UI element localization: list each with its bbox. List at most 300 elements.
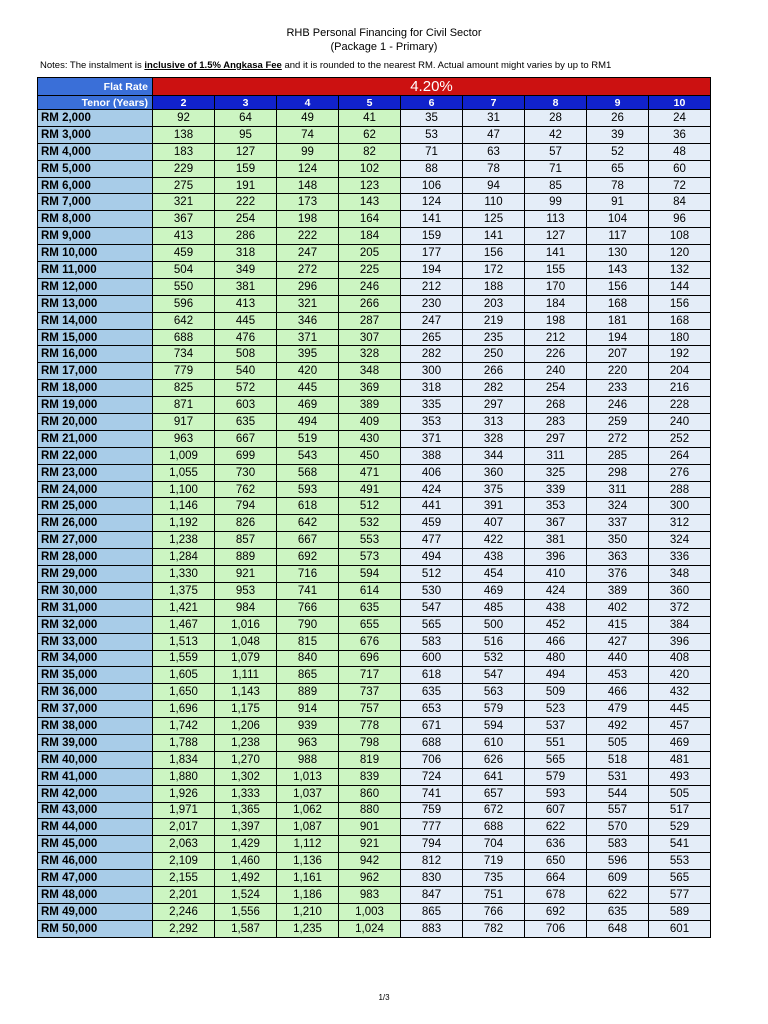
instalment-cell: 156 bbox=[463, 245, 525, 262]
instalment-cell: 984 bbox=[215, 599, 277, 616]
instalment-cell: 512 bbox=[339, 498, 401, 515]
instalment-cell: 469 bbox=[463, 582, 525, 599]
instalment-cell: 491 bbox=[339, 481, 401, 498]
instalment-cell: 113 bbox=[525, 211, 587, 228]
loan-amount-cell: RM 41,000 bbox=[38, 768, 153, 785]
instalment-cell: 512 bbox=[401, 566, 463, 583]
instalment-cell: 106 bbox=[401, 177, 463, 194]
instalment-cell: 917 bbox=[153, 414, 215, 431]
instalment-cell: 266 bbox=[463, 363, 525, 380]
instalment-cell: 1,055 bbox=[153, 464, 215, 481]
table-row bbox=[38, 126, 711, 143]
instalment-cell: 1,100 bbox=[153, 481, 215, 498]
instalment-cell: 445 bbox=[215, 312, 277, 329]
instalment-cell: 648 bbox=[587, 920, 649, 937]
instalment-cell: 132 bbox=[649, 262, 711, 279]
instalment-cell: 1,880 bbox=[153, 768, 215, 785]
instalment-cell: 296 bbox=[277, 278, 339, 295]
table-row bbox=[38, 481, 711, 498]
instalment-cell: 865 bbox=[401, 903, 463, 920]
instalment-cell: 812 bbox=[401, 853, 463, 870]
instalment-cell: 240 bbox=[649, 414, 711, 431]
instalment-cell: 325 bbox=[525, 464, 587, 481]
instalment-cell: 130 bbox=[587, 245, 649, 262]
loan-amount-cell: RM 48,000 bbox=[38, 886, 153, 903]
instalment-cell: 192 bbox=[649, 346, 711, 363]
loan-amount-cell: RM 31,000 bbox=[38, 599, 153, 616]
table-row bbox=[38, 380, 711, 397]
tenor-header-cell: 2 bbox=[153, 96, 215, 110]
loan-amount-cell: RM 46,000 bbox=[38, 853, 153, 870]
instalment-cell: 110 bbox=[463, 194, 525, 211]
instalment-cell: 589 bbox=[649, 903, 711, 920]
instalment-cell: 453 bbox=[587, 667, 649, 684]
flat-rate-row bbox=[38, 78, 711, 96]
instalment-cell: 717 bbox=[339, 667, 401, 684]
instalment-cell: 1,111 bbox=[215, 667, 277, 684]
instalment-cell: 321 bbox=[153, 194, 215, 211]
instalment-cell: 1,079 bbox=[215, 650, 277, 667]
instalment-cell: 123 bbox=[339, 177, 401, 194]
instalment-cell: 337 bbox=[587, 515, 649, 532]
instalment-cell: 246 bbox=[339, 278, 401, 295]
table-row bbox=[38, 734, 711, 751]
instalment-cell: 84 bbox=[649, 194, 711, 211]
instalment-cell: 287 bbox=[339, 312, 401, 329]
loan-amount-cell: RM 26,000 bbox=[38, 515, 153, 532]
instalment-cell: 596 bbox=[153, 295, 215, 312]
loan-amount-cell: RM 4,000 bbox=[38, 143, 153, 160]
instalment-cell: 688 bbox=[153, 329, 215, 346]
instalment-cell: 596 bbox=[587, 853, 649, 870]
instalment-cell: 593 bbox=[525, 785, 587, 802]
instalment-cell: 914 bbox=[277, 701, 339, 718]
loan-amount-cell: RM 29,000 bbox=[38, 566, 153, 583]
instalment-cell: 441 bbox=[401, 498, 463, 515]
instalment-cell: 692 bbox=[525, 903, 587, 920]
instalment-cell: 49 bbox=[277, 110, 339, 127]
instalment-cell: 494 bbox=[401, 549, 463, 566]
instalment-cell: 942 bbox=[339, 853, 401, 870]
instalment-cell: 424 bbox=[525, 582, 587, 599]
instalment-cell: 1,460 bbox=[215, 853, 277, 870]
instalment-cell: 1,330 bbox=[153, 566, 215, 583]
table-row bbox=[38, 278, 711, 295]
instalment-cell: 676 bbox=[339, 633, 401, 650]
instalment-cell: 207 bbox=[587, 346, 649, 363]
instalment-cell: 216 bbox=[649, 380, 711, 397]
instalment-cell: 883 bbox=[401, 920, 463, 937]
instalment-cell: 286 bbox=[215, 228, 277, 245]
instalment-cell: 430 bbox=[339, 430, 401, 447]
instalment-cell: 191 bbox=[215, 177, 277, 194]
instalment-cell: 563 bbox=[463, 684, 525, 701]
table-row bbox=[38, 532, 711, 549]
instalment-cell: 148 bbox=[277, 177, 339, 194]
tenor-header-cell: 8 bbox=[525, 96, 587, 110]
instalment-cell: 440 bbox=[587, 650, 649, 667]
instalment-table bbox=[37, 77, 711, 938]
instalment-cell: 1,650 bbox=[153, 684, 215, 701]
instalment-cell: 371 bbox=[401, 430, 463, 447]
instalment-cell: 667 bbox=[215, 430, 277, 447]
table-body bbox=[38, 110, 711, 938]
instalment-cell: 1,397 bbox=[215, 819, 277, 836]
instalment-cell: 350 bbox=[587, 532, 649, 549]
tenor-header-cell: 7 bbox=[463, 96, 525, 110]
instalment-cell: 297 bbox=[525, 430, 587, 447]
instalment-cell: 42 bbox=[525, 126, 587, 143]
instalment-cell: 889 bbox=[215, 549, 277, 566]
instalment-cell: 508 bbox=[215, 346, 277, 363]
loan-amount-cell: RM 45,000 bbox=[38, 836, 153, 853]
instalment-cell: 141 bbox=[463, 228, 525, 245]
instalment-cell: 143 bbox=[339, 194, 401, 211]
instalment-cell: 716 bbox=[277, 566, 339, 583]
loan-amount-cell: RM 15,000 bbox=[38, 329, 153, 346]
instalment-cell: 1,302 bbox=[215, 768, 277, 785]
instalment-cell: 396 bbox=[525, 549, 587, 566]
table-row bbox=[38, 160, 711, 177]
instalment-cell: 204 bbox=[649, 363, 711, 380]
instalment-cell: 706 bbox=[525, 920, 587, 937]
instalment-cell: 635 bbox=[339, 599, 401, 616]
instalment-cell: 529 bbox=[649, 819, 711, 836]
table-row bbox=[38, 498, 711, 515]
instalment-cell: 346 bbox=[277, 312, 339, 329]
instalment-cell: 735 bbox=[463, 870, 525, 887]
instalment-cell: 459 bbox=[153, 245, 215, 262]
instalment-cell: 939 bbox=[277, 718, 339, 735]
instalment-cell: 2,109 bbox=[153, 853, 215, 870]
instalment-cell: 544 bbox=[587, 785, 649, 802]
instalment-cell: 471 bbox=[339, 464, 401, 481]
instalment-cell: 730 bbox=[215, 464, 277, 481]
instalment-cell: 222 bbox=[215, 194, 277, 211]
instalment-cell: 183 bbox=[153, 143, 215, 160]
instalment-cell: 762 bbox=[215, 481, 277, 498]
instalment-cell: 2,155 bbox=[153, 870, 215, 887]
instalment-cell: 1,421 bbox=[153, 599, 215, 616]
instalment-cell: 594 bbox=[463, 718, 525, 735]
instalment-cell: 318 bbox=[401, 380, 463, 397]
table-row bbox=[38, 397, 711, 414]
table-row bbox=[38, 802, 711, 819]
instalment-cell: 1,013 bbox=[277, 768, 339, 785]
instalment-cell: 724 bbox=[401, 768, 463, 785]
instalment-cell: 72 bbox=[649, 177, 711, 194]
instalment-cell: 1,009 bbox=[153, 447, 215, 464]
table-row bbox=[38, 363, 711, 380]
instalment-cell: 622 bbox=[525, 819, 587, 836]
instalment-cell: 794 bbox=[401, 836, 463, 853]
instalment-cell: 622 bbox=[587, 886, 649, 903]
instalment-cell: 432 bbox=[649, 684, 711, 701]
instalment-cell: 921 bbox=[215, 566, 277, 583]
instalment-cell: 642 bbox=[153, 312, 215, 329]
instalment-cell: 2,201 bbox=[153, 886, 215, 903]
instalment-cell: 477 bbox=[401, 532, 463, 549]
instalment-cell: 642 bbox=[277, 515, 339, 532]
table-row bbox=[38, 228, 711, 245]
loan-amount-cell: RM 9,000 bbox=[38, 228, 153, 245]
instalment-cell: 164 bbox=[339, 211, 401, 228]
table-row bbox=[38, 515, 711, 532]
table-row bbox=[38, 177, 711, 194]
instalment-cell: 424 bbox=[401, 481, 463, 498]
instalment-cell: 348 bbox=[339, 363, 401, 380]
instalment-cell: 1,161 bbox=[277, 870, 339, 887]
instalment-cell: 212 bbox=[401, 278, 463, 295]
instalment-cell: 825 bbox=[153, 380, 215, 397]
instalment-cell: 422 bbox=[463, 532, 525, 549]
instalment-cell: 395 bbox=[277, 346, 339, 363]
instalment-cell: 734 bbox=[153, 346, 215, 363]
instalment-cell: 815 bbox=[277, 633, 339, 650]
instalment-cell: 1,605 bbox=[153, 667, 215, 684]
instalment-cell: 504 bbox=[153, 262, 215, 279]
instalment-cell: 264 bbox=[649, 447, 711, 464]
instalment-cell: 1,087 bbox=[277, 819, 339, 836]
loan-amount-cell: RM 40,000 bbox=[38, 751, 153, 768]
instalment-cell: 871 bbox=[153, 397, 215, 414]
instalment-cell: 1,333 bbox=[215, 785, 277, 802]
instalment-cell: 268 bbox=[525, 397, 587, 414]
instalment-cell: 62 bbox=[339, 126, 401, 143]
instalment-cell: 450 bbox=[339, 447, 401, 464]
instalment-cell: 388 bbox=[401, 447, 463, 464]
instalment-cell: 156 bbox=[649, 295, 711, 312]
instalment-cell: 222 bbox=[277, 228, 339, 245]
instalment-cell: 466 bbox=[587, 684, 649, 701]
instalment-cell: 459 bbox=[401, 515, 463, 532]
loan-amount-cell: RM 20,000 bbox=[38, 414, 153, 431]
instalment-cell: 360 bbox=[649, 582, 711, 599]
instalment-cell: 565 bbox=[525, 751, 587, 768]
instalment-cell: 2,017 bbox=[153, 819, 215, 836]
instalment-cell: 839 bbox=[339, 768, 401, 785]
instalment-cell: 265 bbox=[401, 329, 463, 346]
instalment-cell: 413 bbox=[153, 228, 215, 245]
instalment-cell: 71 bbox=[525, 160, 587, 177]
instalment-cell: 88 bbox=[401, 160, 463, 177]
instalment-cell: 540 bbox=[215, 363, 277, 380]
instalment-cell: 31 bbox=[463, 110, 525, 127]
instalment-cell: 1,016 bbox=[215, 616, 277, 633]
tenor-header-cell: 5 bbox=[339, 96, 401, 110]
instalment-cell: 26 bbox=[587, 110, 649, 127]
notes-highlight: inclusive of 1.5% Angkasa Fee bbox=[144, 60, 282, 71]
instalment-cell: 480 bbox=[525, 650, 587, 667]
instalment-cell: 225 bbox=[339, 262, 401, 279]
instalment-cell: 173 bbox=[277, 194, 339, 211]
instalment-cell: 921 bbox=[339, 836, 401, 853]
instalment-cell: 704 bbox=[463, 836, 525, 853]
instalment-cell: 1,037 bbox=[277, 785, 339, 802]
table-row bbox=[38, 110, 711, 127]
loan-amount-cell: RM 35,000 bbox=[38, 667, 153, 684]
loan-amount-cell: RM 47,000 bbox=[38, 870, 153, 887]
instalment-cell: 246 bbox=[587, 397, 649, 414]
instalment-cell: 285 bbox=[587, 447, 649, 464]
instalment-cell: 1,175 bbox=[215, 701, 277, 718]
instalment-cell: 188 bbox=[463, 278, 525, 295]
instalment-cell: 692 bbox=[277, 549, 339, 566]
tenor-header-cell: 9 bbox=[587, 96, 649, 110]
instalment-cell: 48 bbox=[649, 143, 711, 160]
instalment-cell: 469 bbox=[277, 397, 339, 414]
instalment-cell: 741 bbox=[401, 785, 463, 802]
instalment-cell: 1,024 bbox=[339, 920, 401, 937]
instalment-cell: 407 bbox=[463, 515, 525, 532]
instalment-cell: 1,270 bbox=[215, 751, 277, 768]
instalment-cell: 737 bbox=[339, 684, 401, 701]
instalment-cell: 840 bbox=[277, 650, 339, 667]
instalment-cell: 635 bbox=[401, 684, 463, 701]
instalment-cell: 389 bbox=[339, 397, 401, 414]
instalment-cell: 95 bbox=[215, 126, 277, 143]
notes-suffix: and it is rounded to the nearest RM. Actual amount might varies by up to RM1 bbox=[281, 60, 612, 71]
instalment-cell: 300 bbox=[401, 363, 463, 380]
instalment-cell: 657 bbox=[463, 785, 525, 802]
table-row bbox=[38, 295, 711, 312]
instalment-cell: 1,206 bbox=[215, 718, 277, 735]
tenor-header-row bbox=[38, 96, 711, 110]
instalment-cell: 28 bbox=[525, 110, 587, 127]
instalment-cell: 36 bbox=[649, 126, 711, 143]
instalment-cell: 328 bbox=[463, 430, 525, 447]
loan-amount-cell: RM 8,000 bbox=[38, 211, 153, 228]
instalment-cell: 601 bbox=[649, 920, 711, 937]
instalment-cell: 71 bbox=[401, 143, 463, 160]
table-row bbox=[38, 886, 711, 903]
loan-amount-cell: RM 50,000 bbox=[38, 920, 153, 937]
tenor-header-cell: 3 bbox=[215, 96, 277, 110]
instalment-cell: 1,742 bbox=[153, 718, 215, 735]
table-row bbox=[38, 870, 711, 887]
loan-amount-cell: RM 42,000 bbox=[38, 785, 153, 802]
instalment-cell: 259 bbox=[587, 414, 649, 431]
instalment-cell: 759 bbox=[401, 802, 463, 819]
instalment-cell: 565 bbox=[401, 616, 463, 633]
instalment-cell: 1,284 bbox=[153, 549, 215, 566]
instalment-cell: 168 bbox=[649, 312, 711, 329]
instalment-cell: 230 bbox=[401, 295, 463, 312]
instalment-cell: 466 bbox=[525, 633, 587, 650]
instalment-cell: 60 bbox=[649, 160, 711, 177]
table-row bbox=[38, 329, 711, 346]
instalment-cell: 53 bbox=[401, 126, 463, 143]
instalment-cell: 568 bbox=[277, 464, 339, 481]
instalment-cell: 1,556 bbox=[215, 903, 277, 920]
instalment-cell: 706 bbox=[401, 751, 463, 768]
table-row bbox=[38, 599, 711, 616]
instalment-cell: 485 bbox=[463, 599, 525, 616]
instalment-cell: 194 bbox=[401, 262, 463, 279]
instalment-cell: 275 bbox=[153, 177, 215, 194]
instalment-cell: 962 bbox=[339, 870, 401, 887]
table-row bbox=[38, 751, 711, 768]
instalment-cell: 203 bbox=[463, 295, 525, 312]
instalment-cell: 983 bbox=[339, 886, 401, 903]
instalment-cell: 719 bbox=[463, 853, 525, 870]
instalment-cell: 523 bbox=[525, 701, 587, 718]
instalment-cell: 228 bbox=[649, 397, 711, 414]
instalment-cell: 1,238 bbox=[215, 734, 277, 751]
loan-amount-cell: RM 22,000 bbox=[38, 447, 153, 464]
tenor-label: Tenor (Years) bbox=[38, 96, 153, 110]
instalment-cell: 94 bbox=[463, 177, 525, 194]
instalment-cell: 198 bbox=[525, 312, 587, 329]
instalment-cell: 600 bbox=[401, 650, 463, 667]
instalment-cell: 565 bbox=[649, 870, 711, 887]
loan-amount-cell: RM 13,000 bbox=[38, 295, 153, 312]
instalment-cell: 830 bbox=[401, 870, 463, 887]
instalment-cell: 127 bbox=[215, 143, 277, 160]
instalment-cell: 626 bbox=[463, 751, 525, 768]
instalment-cell: 408 bbox=[649, 650, 711, 667]
instalment-cell: 696 bbox=[339, 650, 401, 667]
instalment-cell: 64 bbox=[215, 110, 277, 127]
instalment-cell: 550 bbox=[153, 278, 215, 295]
instalment-cell: 790 bbox=[277, 616, 339, 633]
instalment-cell: 583 bbox=[401, 633, 463, 650]
instalment-cell: 198 bbox=[277, 211, 339, 228]
loan-amount-cell: RM 27,000 bbox=[38, 532, 153, 549]
table-row bbox=[38, 684, 711, 701]
loan-amount-cell: RM 30,000 bbox=[38, 582, 153, 599]
instalment-cell: 371 bbox=[277, 329, 339, 346]
instalment-cell: 2,063 bbox=[153, 836, 215, 853]
instalment-cell: 655 bbox=[339, 616, 401, 633]
instalment-cell: 593 bbox=[277, 481, 339, 498]
instalment-cell: 551 bbox=[525, 734, 587, 751]
page-number: 1/3 bbox=[378, 993, 390, 1002]
instalment-cell: 688 bbox=[401, 734, 463, 751]
instalment-cell: 445 bbox=[277, 380, 339, 397]
instalment-cell: 509 bbox=[525, 684, 587, 701]
instalment-cell: 1,365 bbox=[215, 802, 277, 819]
instalment-cell: 384 bbox=[649, 616, 711, 633]
loan-amount-cell: RM 5,000 bbox=[38, 160, 153, 177]
loan-amount-cell: RM 23,000 bbox=[38, 464, 153, 481]
instalment-cell: 778 bbox=[339, 718, 401, 735]
instalment-cell: 481 bbox=[649, 751, 711, 768]
instalment-cell: 177 bbox=[401, 245, 463, 262]
instalment-cell: 282 bbox=[463, 380, 525, 397]
instalment-cell: 610 bbox=[463, 734, 525, 751]
table-row bbox=[38, 464, 711, 481]
instalment-cell: 445 bbox=[649, 701, 711, 718]
instalment-cell: 847 bbox=[401, 886, 463, 903]
loan-amount-cell: RM 12,000 bbox=[38, 278, 153, 295]
instalment-cell: 220 bbox=[587, 363, 649, 380]
instalment-cell: 247 bbox=[401, 312, 463, 329]
instalment-cell: 300 bbox=[649, 498, 711, 515]
instalment-cell: 159 bbox=[215, 160, 277, 177]
instalment-cell: 1,146 bbox=[153, 498, 215, 515]
instalment-cell: 318 bbox=[215, 245, 277, 262]
table-row bbox=[38, 920, 711, 937]
instalment-cell: 452 bbox=[525, 616, 587, 633]
instalment-cell: 653 bbox=[401, 701, 463, 718]
instalment-cell: 24 bbox=[649, 110, 711, 127]
instalment-cell: 1,136 bbox=[277, 853, 339, 870]
loan-amount-cell: RM 37,000 bbox=[38, 701, 153, 718]
instalment-cell: 324 bbox=[587, 498, 649, 515]
instalment-cell: 438 bbox=[463, 549, 525, 566]
loan-amount-cell: RM 24,000 bbox=[38, 481, 153, 498]
